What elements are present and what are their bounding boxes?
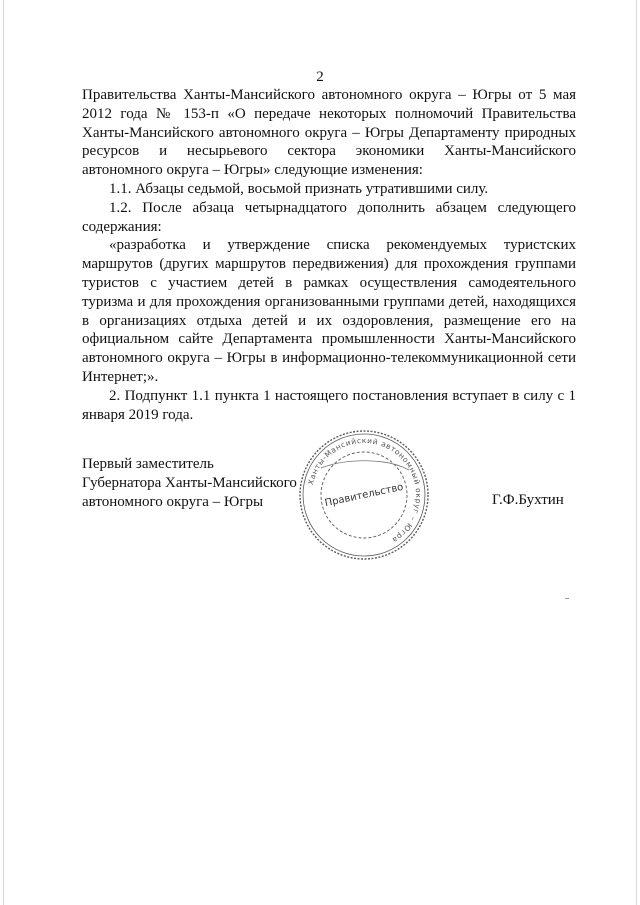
- scan-edge-right: [636, 0, 637, 905]
- document-body: [82, 86, 576, 424]
- official-seal: [297, 428, 431, 562]
- paragraph-quoted-addition: «разработка и утверждение списка рекомендуемых туристских маршрутов (других маршрутов передвижения) для прохождения группами туристов с участием детей в рамках осуществления самодеятельного туризма и для прохождения организованными группами детей, находящихся в организациях отдыха детей и их оздоровления, размещение его на официальном сайте Департамента промышленности Ханты-Мансийского автономного округа – Югры в информационно-телекоммуникационной сети Интернет;».: [82, 237, 576, 385]
- seal-center-text: Правительство: [323, 481, 405, 510]
- signatory-title-line: Губернатора Ханты-Мансийского: [82, 474, 297, 491]
- seal-signature-stroke: [321, 461, 409, 470]
- signatory-name: Г.Ф.Бухтин: [492, 492, 564, 508]
- paragraph-amendment-intro: Правительства Ханты-Мансийского автономного округа – Югры от 5 мая 2012 года № 153-п «О передаче некоторых полномочий Правительства Ханты-Мансийского автономного округа – Югры Департаменту природных ресурсов и несырьевого сектора экономики Ханты-Мансийского автономного округа – Югры» следующие изменения:: [82, 87, 576, 179]
- seal-ring-text: Ханты-Мансийский автономный округ – Югра: [306, 435, 424, 545]
- paragraph-1-2: 1.2. После абзаца четырнадцатого дополнить абзацем следующего содержания:: [82, 199, 576, 235]
- signatory-title: [82, 455, 297, 511]
- page-number: 2: [316, 69, 324, 85]
- scan-speck: [565, 598, 569, 599]
- signatory-title-line: автономного округа – Югры: [82, 493, 264, 510]
- paragraph-1-1: 1.1. Абзацы седьмой, восьмой признать утратившими силу.: [109, 180, 489, 197]
- scan-edge-left: [3, 0, 4, 905]
- paragraph-2: 2. Подпункт 1.1 пункта 1 настоящего постановления вступает в силу с 1 января 2019 года.: [82, 387, 576, 423]
- signatory-title-line: Первый заместитель: [82, 456, 214, 472]
